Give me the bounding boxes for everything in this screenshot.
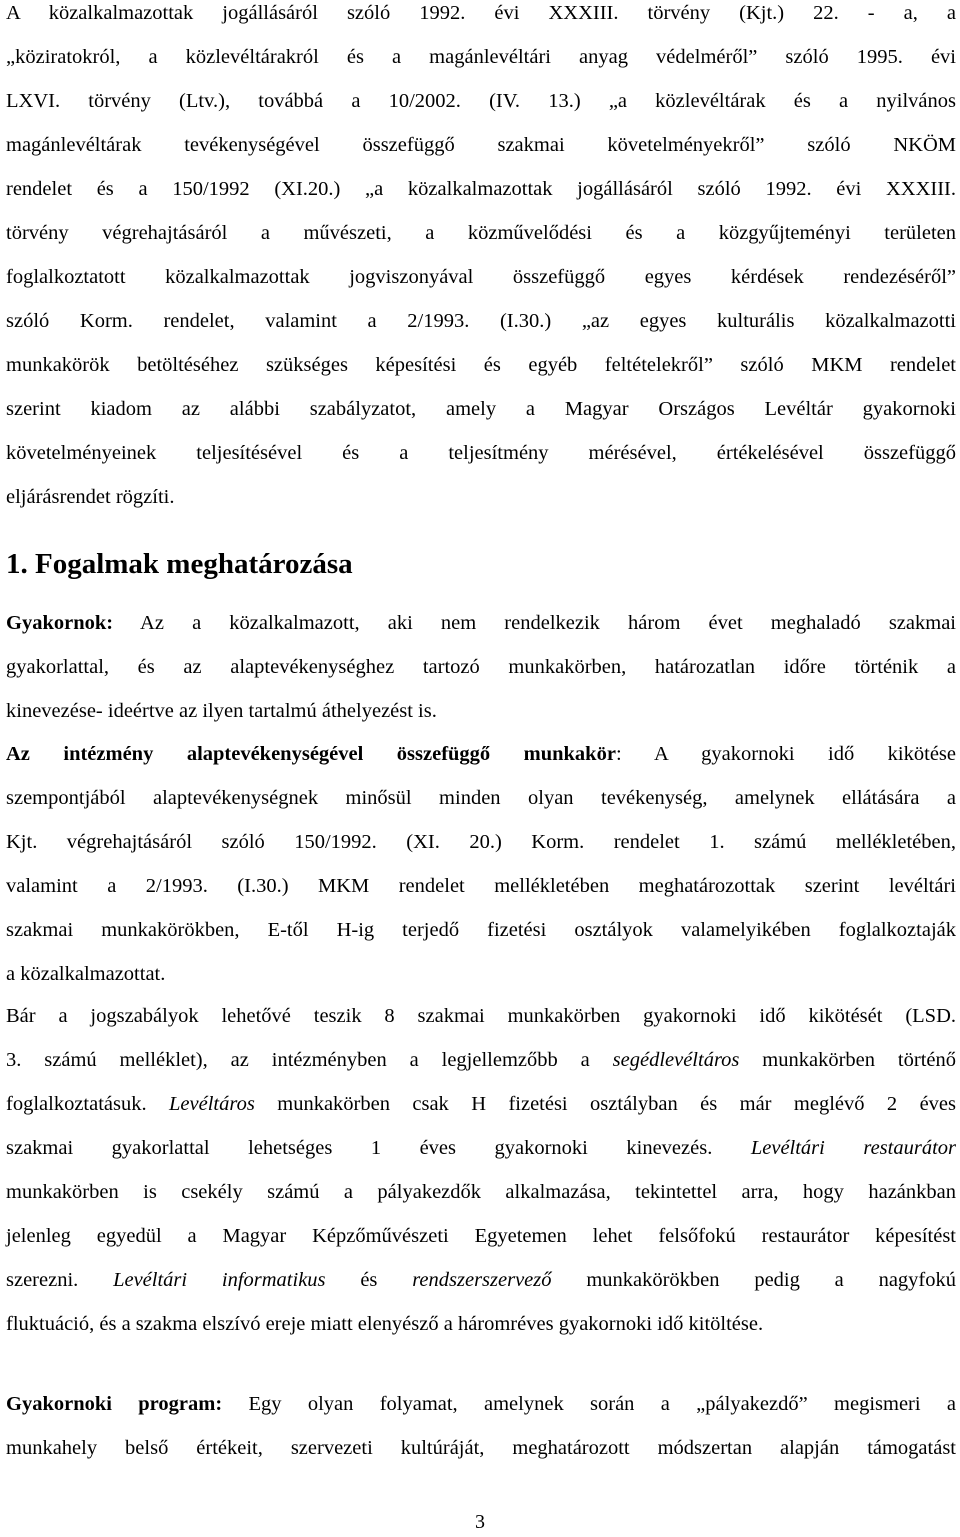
definition-term: Az intézmény alaptevékenységével összefüggő munkakör bbox=[6, 743, 616, 765]
definition-line: gyakorlattal, és az alaptevékenységhez tartozó munkakörben, határozatlan időre történik a bbox=[6, 656, 956, 678]
paragraph-line bbox=[6, 1082, 956, 1126]
intro-line: munkakörök betöltéséhez szükséges képesítési és egyéb feltételekről” szóló MKM rendelet bbox=[6, 354, 956, 376]
intro-line: LXVI. törvény (Ltv.), továbbá a 10/2002. (IV. 13.) „a közlevéltárak és a nyilvános bbox=[6, 90, 956, 112]
text-run: munkakörben történő bbox=[739, 1049, 956, 1071]
intro-line: szóló Korm. rendelet, valamint a 2/1993. (I.30.) „az egyes kulturális közalkalmazotti bbox=[6, 310, 956, 332]
definition-line bbox=[6, 601, 956, 645]
text-run: foglalkoztatásuk. bbox=[6, 1093, 170, 1115]
page-number: 3 bbox=[475, 1511, 485, 1533]
italic-term: Levéltári informatikus bbox=[113, 1269, 326, 1291]
definition-munkakor bbox=[6, 732, 956, 996]
italic-term: rendszerszervező bbox=[412, 1269, 552, 1291]
paragraph-line: munkakörben is csekély számú a pályakezdők alkalmazása, tekintettel arra, hogy hazánkban bbox=[6, 1181, 956, 1203]
definition-line: a közalkalmazottat. bbox=[6, 963, 166, 985]
document-page bbox=[6, 0, 956, 1537]
definition-program bbox=[6, 1382, 956, 1470]
definition-text: Az a közalkalmazott, aki nem rendelkezik három évet meghaladó szakmai bbox=[113, 612, 956, 634]
intro-line: követelményeinek teljesítésével és a teljesítmény mérésével, értékelésével összefüggő bbox=[6, 442, 956, 464]
italic-term: Levéltáros bbox=[169, 1093, 255, 1115]
definition-text: Egy olyan folyamat, amelynek során a „pályakezdő” megismeri a bbox=[222, 1393, 956, 1415]
definition-line: szakmai munkakörökben, E-től H-ig terjedő fizetési osztályok valamelyikében foglalkoztaják bbox=[6, 919, 956, 941]
definition-term: Gyakornok: bbox=[6, 612, 114, 634]
paragraph-line: fluktuáció, és a szakma elszívó ereje miatt elenyésző a háromréves gyakornoki idő kitöltése. bbox=[6, 1313, 764, 1335]
definition-line bbox=[6, 732, 956, 776]
intro-line: eljárásrendet rögzíti. bbox=[6, 486, 175, 508]
intro-line: A közalkalmazottak jogállásáról szóló 1992. évi XXXIII. törvény (Kjt.) 22. - a, a bbox=[6, 2, 956, 24]
paragraph-line: jelenleg egyedül a Magyar Képzőművészeti Egyetemen lehet felsőfokú restaurátor képesítést bbox=[6, 1225, 956, 1247]
italic-term: Levéltári restaurátor bbox=[750, 1137, 957, 1159]
intro-line: törvény végrehajtásáról a művészeti, a közművelődési és a közgyűjteményi területen bbox=[6, 222, 956, 244]
definition-line: Kjt. végrehajtásáról szóló 150/1992. (XI. 20.) Korm. rendelet 1. számú mellékletében, bbox=[6, 831, 956, 853]
definition-text: : A gyakornoki idő kikötése bbox=[615, 743, 956, 765]
paragraph-line: Bár a jogszabályok lehetővé teszik 8 szakmai munkakörben gyakornoki idő kikötését (LSD. bbox=[6, 1005, 956, 1027]
section-heading: 1. Fogalmak meghatározása bbox=[6, 548, 353, 580]
paragraph-line bbox=[6, 1038, 956, 1082]
intro-line: szerint kiadom az alábbi szabályzatot, amely a Magyar Országos Levéltár gyakornoki bbox=[6, 398, 956, 420]
definition-line bbox=[6, 1382, 956, 1426]
text-run: szerezni. bbox=[6, 1269, 114, 1291]
text-run: munkakörökben pedig a nagyfokú bbox=[551, 1269, 956, 1291]
definition-line: kinevezése- ideértve az ilyen tartalmú áthelyezést is. bbox=[6, 700, 437, 722]
paragraph-line bbox=[6, 1126, 956, 1170]
intro-line: „köziratokról, a közlevéltárakról és a magánlevéltári anyag védelméről” szóló 1995. évi bbox=[6, 46, 956, 68]
intro-line: rendelet és a 150/1992 (XI.20.) „a közalkalmazottak jogállásáról szóló 1992. évi XXXIII. bbox=[6, 178, 956, 200]
definition-gyakornok bbox=[6, 601, 956, 733]
definition-term: Gyakornoki program: bbox=[6, 1393, 223, 1415]
paragraph-line bbox=[6, 1258, 956, 1302]
intro-paragraph bbox=[6, 0, 956, 519]
positions-paragraph bbox=[6, 994, 956, 1346]
text-run: munkakörben csak H fizetési osztályban és már meglévő 2 éves bbox=[254, 1093, 957, 1115]
italic-term: segédlevéltáros bbox=[612, 1049, 740, 1071]
text-run: szakmai gyakorlattal lehetséges 1 éves gyakornoki kinevezés. bbox=[6, 1137, 751, 1159]
text-run: 3. számú melléklet), az intézményben a legjellemzőbb a bbox=[6, 1049, 613, 1071]
intro-line: magánlevéltárak tevékenységével összefüggő szakmai követelményekről” szóló NKÖM bbox=[6, 134, 956, 156]
definition-line: szempontjából alaptevékenységnek minősül minden olyan tevékenység, amelynek ellátására a bbox=[6, 787, 956, 809]
intro-line: foglalkoztatott közalkalmazottak jogviszonyával összefüggő egyes kérdések rendezéséről” bbox=[6, 266, 956, 288]
definition-line: valamint a 2/1993. (I.30.) MKM rendelet mellékletében meghatározottak szerint levéltári bbox=[6, 875, 956, 897]
definition-line: munkahely belső értékeit, szervezeti kultúráját, meghatározott módszertan alapján támogatást bbox=[6, 1437, 956, 1459]
text-run: és bbox=[325, 1269, 413, 1291]
